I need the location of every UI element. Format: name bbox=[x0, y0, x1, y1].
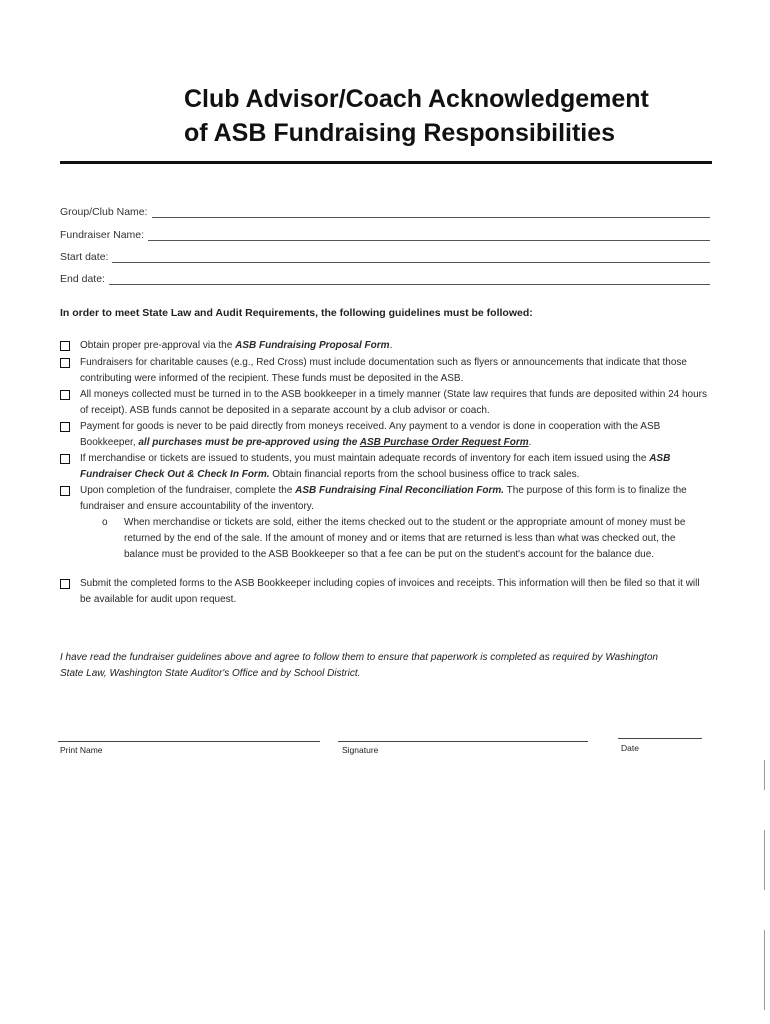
end-date-line[interactable] bbox=[109, 274, 710, 285]
guidelines-intro: In order to meet State Law and Audit Requirements, the following guidelines must be followed: bbox=[60, 307, 533, 319]
acknowledgement-statement: I have read the fundraiser guidelines above and agree to follow them to ensure that paperwork is completed as required by Washington State Law, Washington State Auditor's Office and by School District. bbox=[60, 652, 658, 679]
fundraiser-name-label: Fundraiser Name: bbox=[60, 229, 145, 241]
start-date-line[interactable] bbox=[112, 252, 710, 263]
item-6-text: Upon completion of the fundraiser, complete the bbox=[80, 485, 296, 496]
signature-label: Signature bbox=[342, 745, 379, 755]
print-name-line[interactable] bbox=[58, 741, 320, 742]
start-date-field[interactable] bbox=[60, 247, 710, 263]
title-line-2: of ASB Fundraising Responsibilities bbox=[184, 119, 616, 147]
checkbox-1[interactable] bbox=[60, 341, 70, 351]
print-name-label: Print Name bbox=[60, 745, 103, 755]
checkbox-3[interactable] bbox=[60, 390, 70, 400]
guideline-item-4 bbox=[60, 419, 710, 451]
guideline-item-6 bbox=[60, 483, 710, 515]
checkbox-7[interactable] bbox=[60, 579, 70, 589]
signature-line[interactable] bbox=[338, 741, 588, 742]
document-title bbox=[184, 82, 744, 150]
item-1-end: . bbox=[389, 340, 393, 351]
item-4-bold-text: all purchases must be pre-approved using the bbox=[138, 437, 360, 448]
checkbox-2[interactable] bbox=[60, 358, 70, 368]
fundraiser-name-line[interactable] bbox=[148, 230, 710, 241]
date-line[interactable] bbox=[618, 738, 702, 739]
guideline-item-3 bbox=[60, 387, 710, 419]
date-label: Date bbox=[621, 743, 639, 753]
end-date-label: End date: bbox=[60, 273, 105, 285]
item-3-text: All moneys collected must be turned in to the ASB bookkeeper in a timely manner (State law requires that funds are deposited within 24 hours of receipt). ASB funds cannot be deposited in a separate account by a club advisor or coach. bbox=[80, 389, 708, 416]
item-4-text: Payment for goods is never to be paid directly from moneys received. Any payment to a vendor is done in cooperation with the ASB Bookkeeper, bbox=[80, 421, 661, 448]
scan-edge-mark bbox=[764, 830, 765, 890]
group-club-name-field[interactable] bbox=[60, 202, 710, 218]
item-6-sub-text: When merchandise or tickets are sold, either the items checked out to the student or the appropriate amount of money must be returned by the end of the sale. If the amount of money and or items that are returned is less than what was checked out, the balance must be provided to the ASB Bookkeeper so that a fee can be put on the student's account for the balance due. bbox=[124, 517, 686, 560]
item-4-form-name: ASB Purchase Order Request Form bbox=[359, 437, 529, 448]
guideline-item-2 bbox=[60, 355, 710, 387]
item-6-form-name: ASB Fundraising Final Reconciliation Form. bbox=[295, 485, 505, 496]
checkbox-5[interactable] bbox=[60, 454, 70, 464]
checkbox-6[interactable] bbox=[60, 486, 70, 496]
end-date-field[interactable] bbox=[60, 269, 710, 285]
guideline-item-5 bbox=[60, 451, 710, 483]
guideline-item-7 bbox=[60, 576, 710, 608]
item-4-end: . bbox=[528, 437, 532, 448]
item-7-text: Submit the completed forms to the ASB Bookkeeper including copies of invoices and receipts. This information will then be filed so that it will be available for audit upon request. bbox=[80, 578, 700, 605]
item-1-text: Obtain proper pre-approval via the bbox=[80, 340, 236, 351]
item-2-text: Fundraisers for charitable causes (e.g., Red Cross) must include documentation such as flyers or announcements that indicate that those contributing were informed of the recipient. These funds must be deposited in the ASB. bbox=[80, 357, 687, 384]
start-date-label: Start date: bbox=[60, 251, 109, 263]
sub-bullet: o bbox=[102, 517, 108, 528]
item-5-text: If merchandise or tickets are issued to students, you must maintain adequate records of inventory for each item issued using the bbox=[80, 453, 650, 464]
item-6-end: The purpose of this form is to finalize the fundraiser and ensure accountability of the inventory. bbox=[80, 485, 687, 512]
item-1-form-name: ASB Fundraising Proposal Form bbox=[235, 340, 390, 351]
guideline-item-1 bbox=[60, 338, 710, 354]
fundraiser-name-field[interactable] bbox=[60, 225, 710, 241]
group-club-name-line[interactable] bbox=[152, 207, 710, 218]
guideline-item-6-subpoint bbox=[102, 515, 712, 563]
title-line-1: Club Advisor/Coach Acknowledgement bbox=[184, 85, 649, 113]
scan-edge-mark bbox=[764, 760, 765, 790]
title-divider bbox=[60, 161, 712, 164]
item-5-form-name: ASB Fundraiser Check Out & Check In Form. bbox=[80, 453, 671, 480]
scan-edge-mark bbox=[764, 930, 765, 1010]
checkbox-4[interactable] bbox=[60, 422, 70, 432]
item-5-end: Obtain financial reports from the school business office to track sales. bbox=[269, 469, 580, 480]
group-club-name-label: Group/Club Name: bbox=[60, 206, 148, 218]
